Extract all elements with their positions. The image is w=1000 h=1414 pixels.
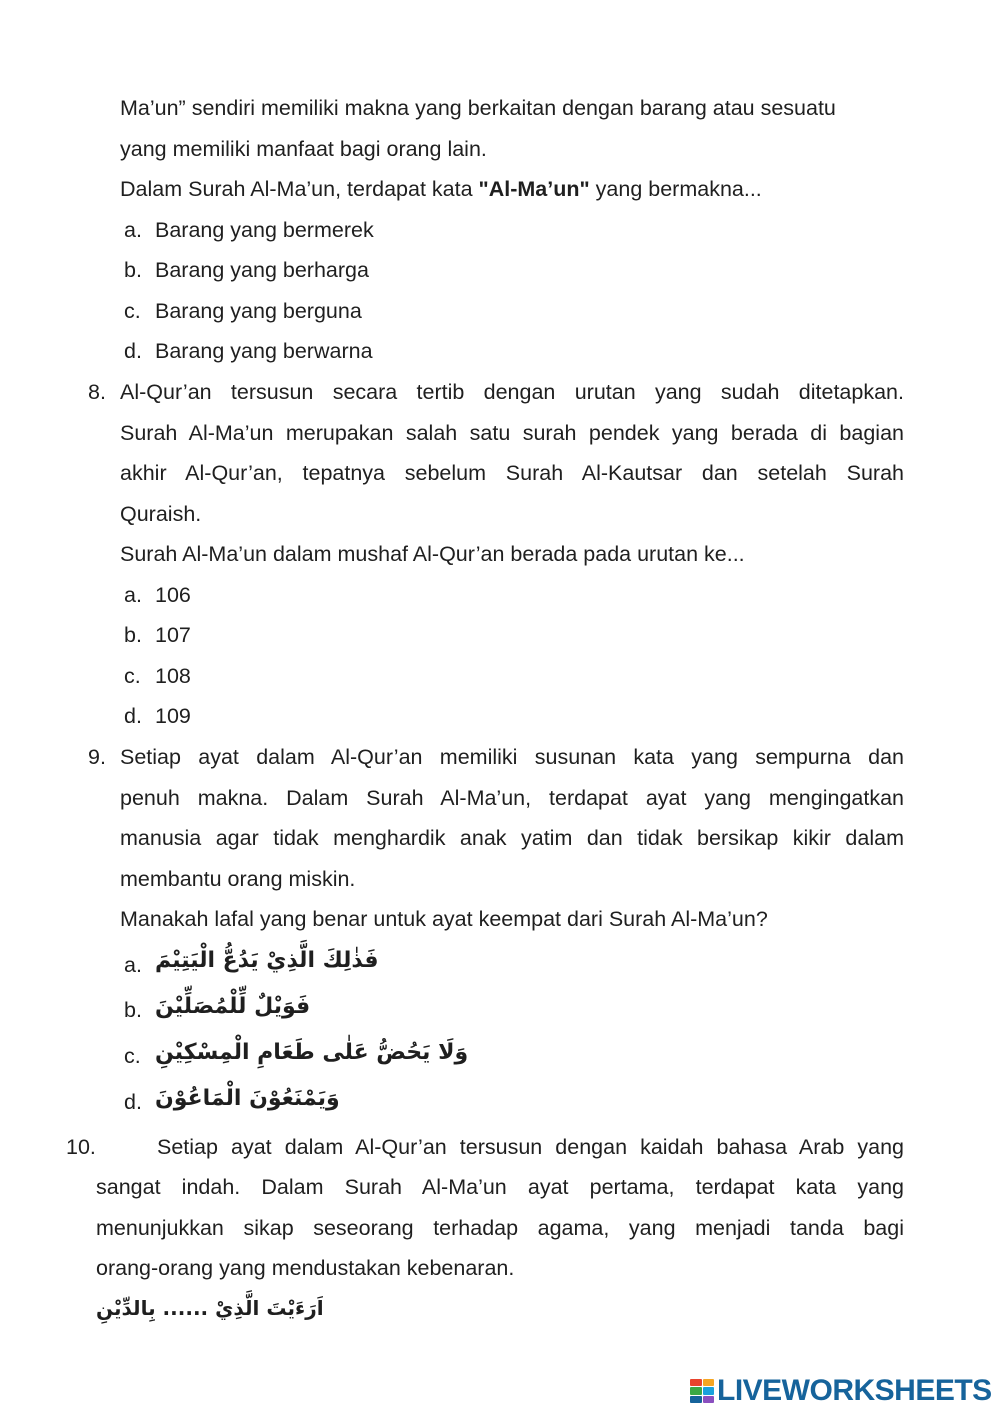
q9-option-a-letter: a. <box>124 953 142 977</box>
q7-option-a-letter: a. <box>124 218 142 242</box>
q9-option-d-letter: d. <box>124 1090 142 1114</box>
logo-text: LIVEWORKSHEETS <box>717 1374 992 1407</box>
intro-question-post: yang bermakna... <box>589 177 762 201</box>
q9-line-3: manusia agar tidak menghardik anak yatim dan tidak bersikap kikir dalam <box>120 826 904 850</box>
q8-line-3: akhir Al-Qur’an, tepatnya sebelum Surah Al-Kautsar dan setelah Surah <box>120 461 904 485</box>
intro-line-2: yang memiliki manfaat bagi orang lain. <box>120 137 487 161</box>
liveworksheets-logo[interactable] <box>690 1374 992 1408</box>
intro-question <box>120 175 762 203</box>
q9-option-c[interactable]: وَلَا يَحُضُّ عَلٰى طَعَامِ الْمِسْكِيْنِ <box>155 1040 469 1065</box>
q10-line-1: Setiap ayat dalam Al-Qur’an tersusun dengan kaidah bahasa Arab yang <box>157 1135 904 1159</box>
q7-option-b[interactable]: Barang yang berharga <box>155 258 369 282</box>
q8-option-d[interactable]: 109 <box>155 704 191 728</box>
q9-line-4: membantu orang miskin. <box>120 867 356 891</box>
q10-line-2: sangat indah. Dalam Surah Al-Ma’un ayat pertama, terdapat kata yang <box>96 1175 904 1199</box>
q10-line-3: menunjukkan sikap seseorang terhadap agama, yang menjadi tanda bagi <box>96 1216 904 1240</box>
q9-option-d[interactable]: وَيَمْنَعُوْنَ الْمَاعُوْنَ <box>155 1086 340 1111</box>
q8-line-1: Al-Qur’an tersusun secara tertib dengan urutan yang sudah ditetapkan. <box>120 380 904 404</box>
q8-line-2: Surah Al-Ma’un merupakan salah satu surah pendek yang berada di bagian <box>120 421 904 445</box>
q7-option-b-letter: b. <box>124 258 142 282</box>
intro-line-1: Ma’un” sendiri memiliki makna yang berkaitan dengan barang atau sesuatu <box>120 96 836 120</box>
q7-option-c-letter: c. <box>124 299 141 323</box>
q8-line-4: Quraish. <box>120 502 202 526</box>
q8-option-c-letter: c. <box>124 664 141 688</box>
q7-option-d-letter: d. <box>124 339 142 363</box>
q9-question: Manakah lafal yang benar untuk ayat keempat dari Surah Al-Ma’un? <box>120 907 768 931</box>
q8-number: 8. <box>88 380 106 404</box>
q8-option-a-letter: a. <box>124 583 142 607</box>
q7-option-c[interactable]: Barang yang berguna <box>155 299 362 323</box>
q7-option-a[interactable]: Barang yang bermerek <box>155 218 374 242</box>
q9-number: 9. <box>88 745 106 769</box>
q10-line-4: orang-orang yang mendustakan kebenaran. <box>96 1256 515 1280</box>
logo-tile-5 <box>690 1396 702 1403</box>
intro-question-pre: Dalam Surah Al-Ma’un, terdapat kata <box>120 177 479 201</box>
q9-option-b[interactable]: فَوَيْلٌ لِّلْمُصَلِّيْنَ <box>155 994 311 1019</box>
logo-tile-4 <box>703 1387 715 1394</box>
q9-line-1: Setiap ayat dalam Al-Qur’an memiliki susunan kata yang sempurna dan <box>120 745 904 769</box>
q8-option-b[interactable]: 107 <box>155 623 191 647</box>
q9-line-2: penuh makna. Dalam Surah Al-Ma’un, terdapat ayat yang mengingatkan <box>120 786 904 810</box>
q8-option-b-letter: b. <box>124 623 142 647</box>
q10-arabic-verse: اَرَءَيْتَ الَّذِيْ ...... بِالدِّيْنِ <box>96 1296 324 1320</box>
q10-number: 10. <box>66 1135 96 1159</box>
q8-option-a[interactable]: 106 <box>155 583 191 607</box>
q9-option-c-letter: c. <box>124 1044 141 1068</box>
logo-grid-icon <box>690 1379 714 1403</box>
q8-option-d-letter: d. <box>124 704 142 728</box>
q9-option-a[interactable]: فَذٰلِكَ الَّذِيْ يَدُعُّ الْيَتِيْمَ <box>155 948 379 973</box>
intro-question-bold: "Al-Ma’un" <box>478 177 590 201</box>
q8-question: Surah Al-Ma’un dalam mushaf Al-Qur’an berada pada urutan ke... <box>120 542 745 566</box>
logo-tile-6 <box>703 1396 715 1403</box>
q9-option-b-letter: b. <box>124 998 142 1022</box>
logo-tile-3 <box>690 1387 702 1394</box>
logo-tile-1 <box>690 1379 702 1386</box>
logo-tile-2 <box>703 1379 715 1386</box>
q8-option-c[interactable]: 108 <box>155 664 191 688</box>
q7-option-d[interactable]: Barang yang berwarna <box>155 339 373 363</box>
